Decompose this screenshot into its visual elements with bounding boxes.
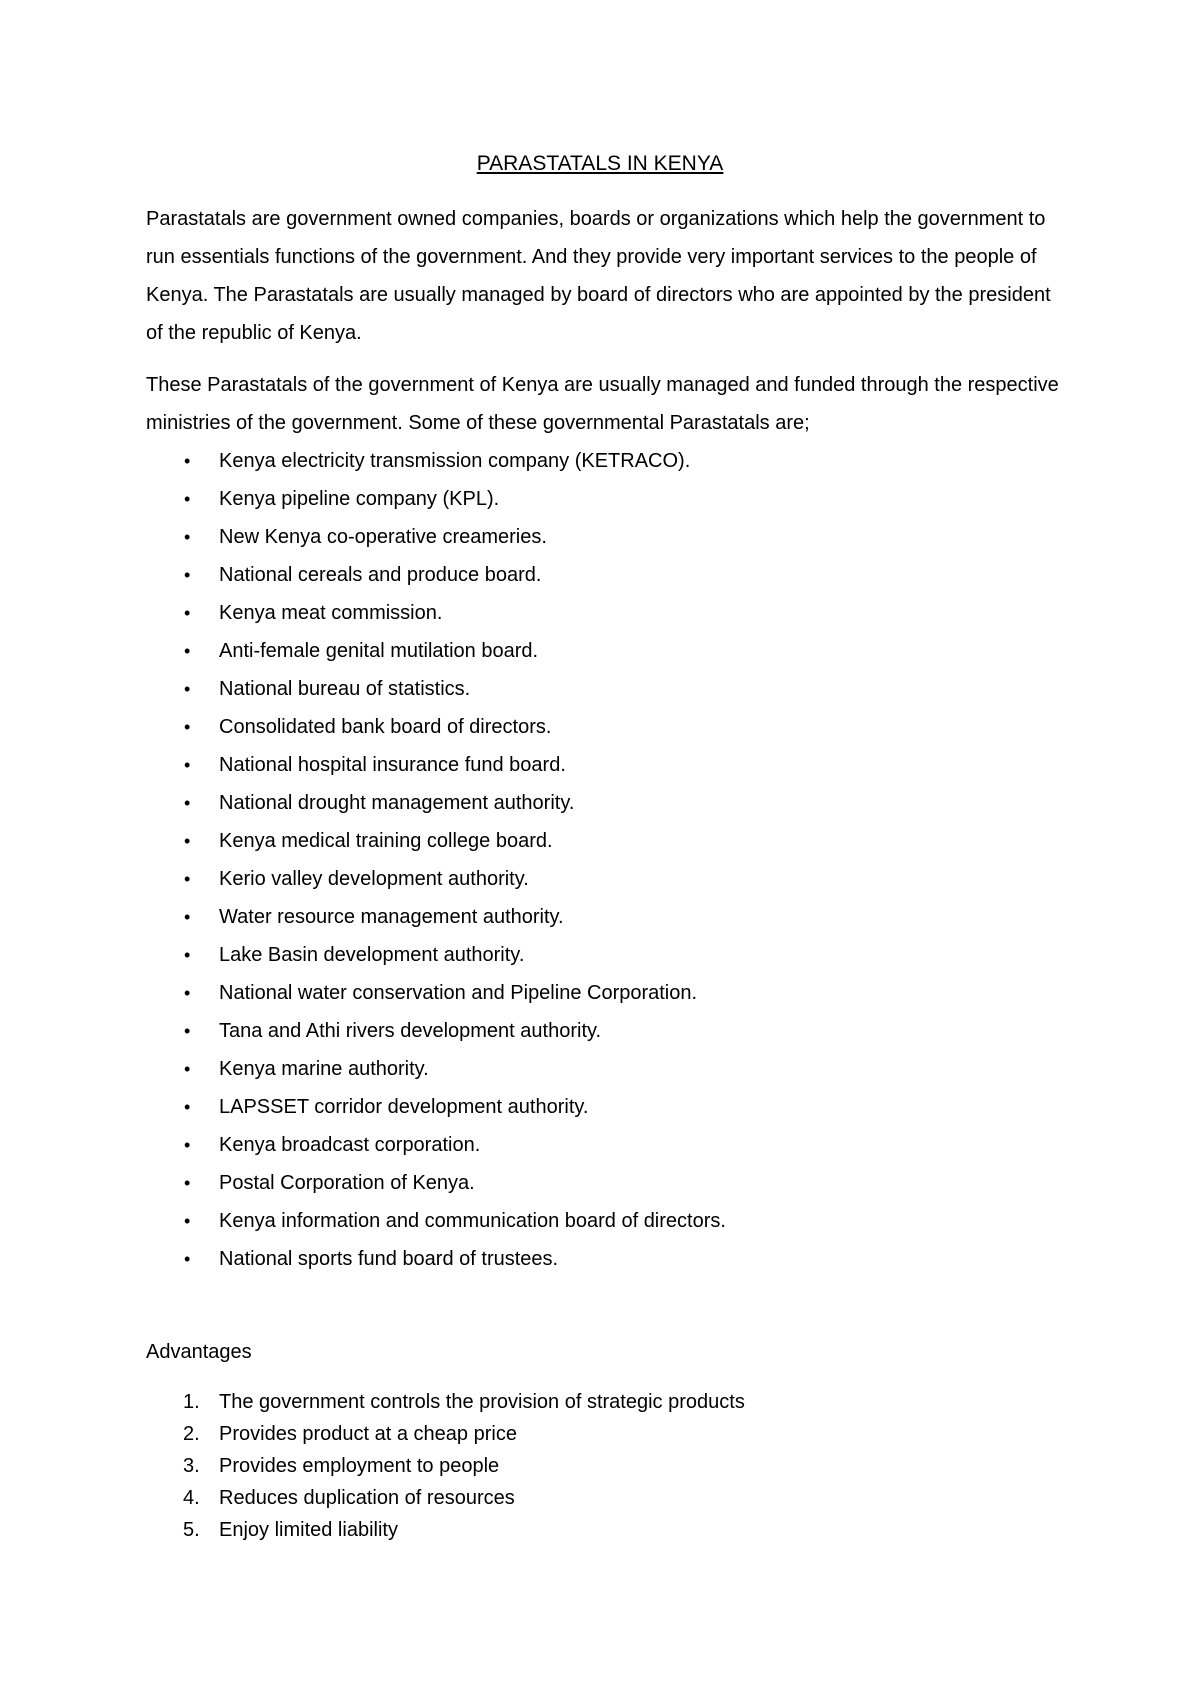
list-item	[146, 1202, 1066, 1240]
list-item	[146, 1088, 1066, 1126]
document-title: PARASTATALS IN KENYA	[476, 152, 724, 175]
list-item-text: New Kenya co-operative creameries.	[219, 526, 547, 548]
list-item-text: National water conservation and Pipeline Corporation.	[219, 982, 698, 1004]
list-item	[146, 670, 1066, 708]
list-item-text: National cereals and produce board.	[219, 564, 542, 586]
bullet-icon: •	[184, 527, 191, 547]
list-item	[146, 746, 1066, 784]
list-item-text: Consolidated bank board of directors.	[219, 716, 552, 738]
advantages-heading: Advantages	[146, 1341, 252, 1363]
list-item	[146, 632, 1066, 670]
list-number: 3.	[183, 1455, 200, 1477]
advantages-list	[146, 1386, 1066, 1546]
bullet-icon: •	[184, 603, 191, 623]
list-number: 2.	[183, 1423, 200, 1445]
list-item	[146, 1164, 1066, 1202]
list-item-text: Provides employment to people	[219, 1455, 500, 1477]
list-item-text: Kenya electricity transmission company (KETRACO).	[219, 450, 691, 472]
list-item-text: Kenya broadcast corporation.	[219, 1134, 481, 1156]
intro-paragraph: Parastatals are government owned companies, boards or organizations which help the government to run essentials functions of the government. And they provide very important services to the people of Kenya. The Parastatals are usually managed by board of directors who are appointed by the president of the republic of Kenya.	[146, 208, 1051, 344]
list-item-text: Kenya information and communication board of directors.	[219, 1210, 726, 1232]
bullet-icon: •	[184, 983, 191, 1003]
bullet-icon: •	[184, 1173, 191, 1193]
bullet-icon: •	[184, 489, 191, 509]
list-item-text: National sports fund board of trustees.	[219, 1248, 559, 1270]
list-item	[146, 594, 1066, 632]
bullet-icon: •	[184, 1021, 191, 1041]
list-item	[146, 1386, 1066, 1418]
list-item	[146, 1126, 1066, 1164]
list-item-text: Kenya medical training college board.	[219, 830, 553, 852]
list-item-text: LAPSSET corridor development authority.	[219, 1096, 589, 1118]
list-number: 1.	[183, 1391, 200, 1413]
list-item-text: National drought management authority.	[219, 792, 575, 814]
list-item	[146, 822, 1066, 860]
list-item	[146, 480, 1066, 518]
bullet-icon: •	[184, 1211, 191, 1231]
list-item	[146, 1050, 1066, 1088]
list-item	[146, 556, 1066, 594]
list-item	[146, 936, 1066, 974]
bullet-icon: •	[184, 907, 191, 927]
bullet-icon: •	[184, 717, 191, 737]
list-item-text: Anti-female genital mutilation board.	[219, 640, 539, 662]
list-item-text: Reduces duplication of resources	[219, 1487, 515, 1509]
bullet-icon: •	[184, 1135, 191, 1155]
list-item	[146, 1482, 1066, 1514]
list-number: 4.	[183, 1487, 200, 1509]
list-item-text: Postal Corporation of Kenya.	[219, 1172, 475, 1194]
bullet-icon: •	[184, 831, 191, 851]
list-item-text: Provides product at a cheap price	[219, 1423, 517, 1445]
list-item	[146, 974, 1066, 1012]
bullet-icon: •	[184, 793, 191, 813]
list-item-text: Kenya marine authority.	[219, 1058, 429, 1080]
list-item-text: Tana and Athi rivers development authority.	[219, 1020, 602, 1042]
list-item	[146, 1450, 1066, 1482]
list-item	[146, 1240, 1066, 1278]
list-item-text: Lake Basin development authority.	[219, 944, 525, 966]
bullet-icon: •	[184, 1059, 191, 1079]
bullet-icon: •	[184, 565, 191, 585]
parastatals-list	[146, 442, 1066, 1278]
list-item-text: Enjoy limited liability	[219, 1519, 398, 1541]
list-item	[146, 1514, 1066, 1546]
bullet-icon: •	[184, 755, 191, 775]
list-item	[146, 860, 1066, 898]
bullet-icon: •	[184, 641, 191, 661]
bullet-icon: •	[184, 679, 191, 699]
list-number: 5.	[183, 1519, 200, 1541]
list-item-text: Kenya pipeline company (KPL).	[219, 488, 500, 510]
bullet-icon: •	[184, 1249, 191, 1269]
bullet-icon: •	[184, 1097, 191, 1117]
bullet-icon: •	[184, 945, 191, 965]
list-item	[146, 898, 1066, 936]
list-item-text: Kenya meat commission.	[219, 602, 443, 624]
list-item-text: National hospital insurance fund board.	[219, 754, 566, 776]
list-item-text: Water resource management authority.	[219, 906, 564, 928]
list-item	[146, 1418, 1066, 1450]
list-item-text: National bureau of statistics.	[219, 678, 471, 700]
list-item	[146, 442, 1066, 480]
bullet-icon: •	[184, 869, 191, 889]
list-item	[146, 1012, 1066, 1050]
list-item	[146, 708, 1066, 746]
list-item	[146, 784, 1066, 822]
bullet-icon: •	[184, 451, 191, 471]
list-item-text: The government controls the provision of strategic products	[219, 1391, 745, 1413]
list-item	[146, 518, 1066, 556]
list-item-text: Kerio valley development authority.	[219, 868, 529, 890]
ministries-paragraph: These Parastatals of the government of Kenya are usually managed and funded through the respective ministries of the government. Some of these governmental Parastatals are;	[146, 374, 1059, 434]
